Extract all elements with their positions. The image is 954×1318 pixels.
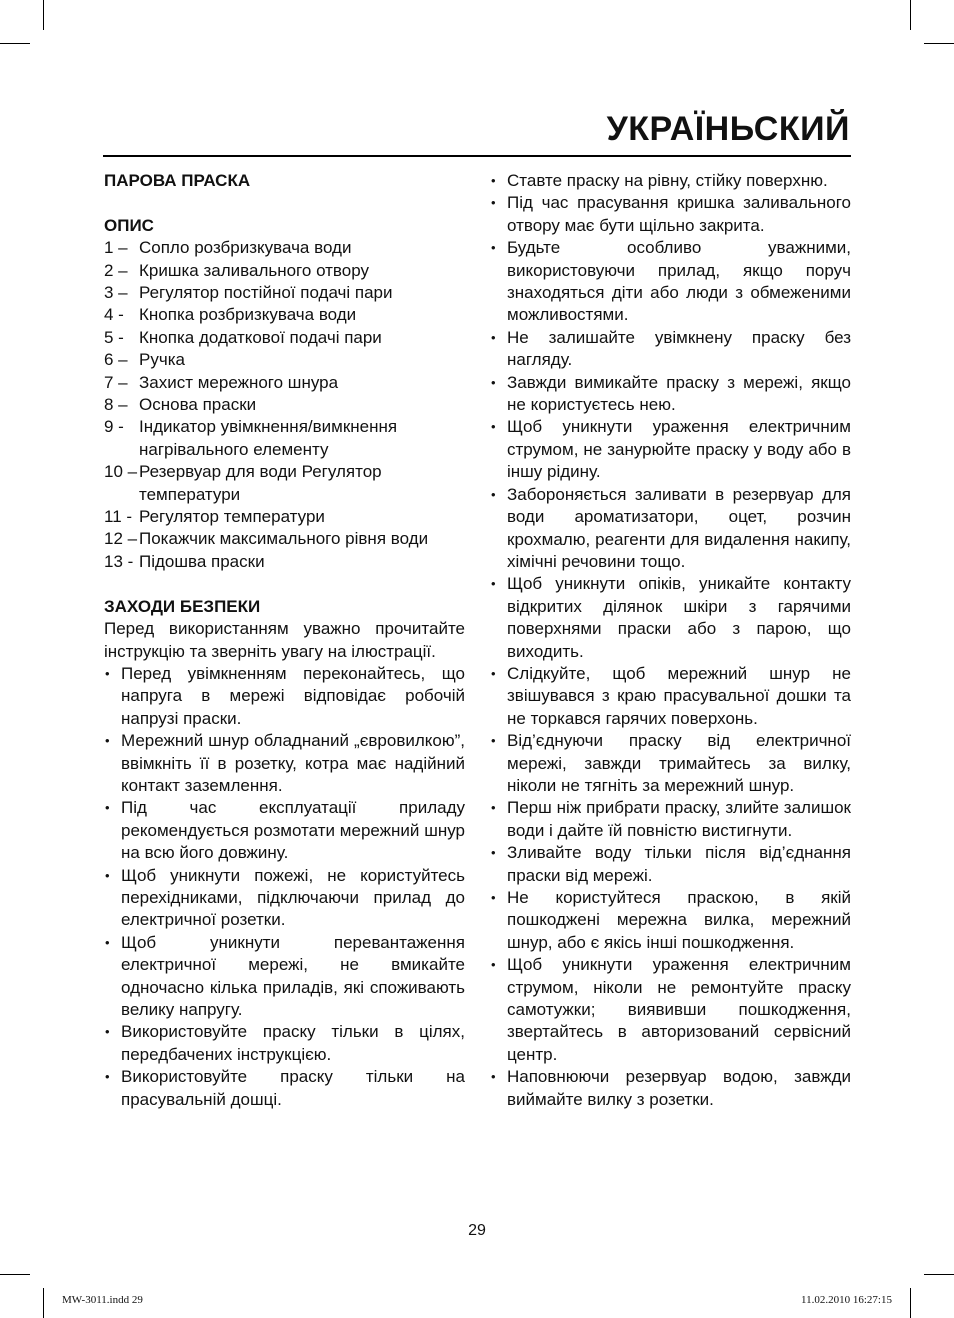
description-item	[104, 506, 465, 528]
crop-mark-bottom-right-h	[924, 1274, 954, 1275]
item-number: 11 -	[104, 507, 133, 527]
description-item	[104, 528, 465, 550]
description-item	[104, 551, 465, 573]
item-text: Підошва праски	[139, 551, 265, 571]
bullet-item: • Не користуйтеся праскою, в якій пошкоджені мережна вилка, мережний шнур, або є якісь інші пошкодження.	[490, 887, 851, 954]
item-text: Кнопка додаткової подачі пари	[139, 327, 382, 347]
crop-mark-top-left-h	[0, 43, 30, 44]
item-text: Покажчик максимального рівня води	[139, 529, 429, 549]
item-text: Регулятор температури	[139, 507, 325, 527]
print-timestamp: 11.02.2010 16:27:15	[801, 1294, 892, 1306]
crop-mark-bottom-left-v	[43, 1288, 44, 1318]
item-text: Регулятор постійної подачі пари	[139, 283, 393, 303]
crop-mark-top-left-v	[43, 0, 44, 30]
bullet-item: • Наповнюючи резервуар водою, завжди виймайте вилку з розетки.	[490, 1066, 851, 1111]
file-label: MW-3011.indd 29	[62, 1294, 143, 1306]
bullet-item: • Ставте праску на рівну, стійку поверхню.	[490, 170, 851, 192]
item-text: Основа праски	[139, 395, 257, 415]
left-column	[104, 170, 465, 1111]
bullet-item: • Забороняється заливати в резервуар для води ароматизатори, оцет, розчин крохмалю, реагенти для видалення накипу, хімічні речовини тощо.	[490, 484, 851, 574]
description-item	[104, 394, 465, 416]
safety-bullets-left	[104, 663, 465, 1111]
bullet-item: • Щоб уникнути ураження електричним струмом, не занурюйте праску у воду або в іншу рідину.	[490, 416, 851, 483]
crop-mark-top-right-h	[924, 43, 954, 44]
description-list	[104, 237, 465, 573]
safety-bullets-right	[490, 170, 851, 1111]
item-number: 2 –	[104, 260, 128, 280]
item-number: 13 -	[104, 551, 134, 571]
bullet-item: • Під час експлуатації приладу рекомендується розмотати мережний шнур на всю його довжину.	[104, 797, 465, 864]
item-number: 10 –	[104, 462, 138, 482]
bullet-item: • Щоб уникнути пожежі, не користуйтесь перехідниками, підключаючи прилад до електричної розетки.	[104, 865, 465, 932]
bullet-item: • Перш ніж прибрати праску, злийте залишок води і дайте їй повністю вистигнути.	[490, 797, 851, 842]
item-text: Резервуар для води Регулятор температури	[139, 462, 382, 504]
item-text: Сопло розбризкувача води	[139, 238, 352, 258]
item-text: Кришка заливального отвору	[139, 260, 369, 280]
bullet-item: • Використовуйте праску тільки в цілях, передбачених інструкцією.	[104, 1021, 465, 1066]
description-item	[104, 282, 465, 304]
right-column	[490, 170, 851, 1111]
bullet-item: • Слідкуйте, щоб мережний шнур не звішувався з краю прасувальної дошки та не торкався гарячих поверхонь.	[490, 663, 851, 730]
bullet-item: • Під час прасування кришка заливального отвору має бути щільно закрита.	[490, 192, 851, 237]
bullet-item: • Щоб уникнути опіків, уникайте контакту відкритих ділянок шкіри з гарячими поверхнями праски або з парою, що виходить.	[490, 573, 851, 663]
description-item	[104, 416, 465, 461]
item-text: Кнопка розбризкувача води	[139, 305, 357, 325]
item-number: 6 –	[104, 350, 128, 370]
item-number: 4 -	[104, 305, 124, 325]
bullet-item: • Від’єднуючи праску від електричної мережі, завжди тримайтесь за вилку, ніколи не тягніть за мережний шнур.	[490, 730, 851, 797]
description-item	[104, 304, 465, 326]
item-number: 12 –	[104, 529, 138, 549]
bullet-item: • Щоб уникнути ураження електричним струмом, ніколи не ремонтуйте праску самотужки; виявивши пошкодження, звертайтесь в авторизований сервісний центр.	[490, 954, 851, 1066]
item-text: Індикатор увімкнення/вимкнення нагрівального елементу	[139, 417, 398, 459]
language-title: УКРАЇНЬСКИЙ	[606, 110, 850, 148]
description-item	[104, 237, 465, 259]
bullet-item: • Мережний шнур обладнаний „євровилкою”, ввімкніть її в розетку, котра має надійний контакт заземлення.	[104, 730, 465, 797]
header-rule	[103, 155, 851, 157]
item-number: 7 –	[104, 372, 128, 392]
description-item	[104, 372, 465, 394]
product-heading: ПАРОВА ПРАСКА	[104, 171, 251, 190]
bullet-item: • Перед увімкненням переконайтесь, що напруга в мережі відповідає робочій напрузі праски.	[104, 663, 465, 730]
safety-heading: ЗАХОДИ БЕЗПЕКИ	[104, 596, 261, 616]
page-number: 29	[468, 1222, 486, 1239]
description-item	[104, 349, 465, 371]
description-item	[104, 461, 465, 506]
item-text: Ручка	[139, 350, 185, 370]
bullet-item: • Будьте особливо уважними, використовуючи прилад, якщо поруч знаходяться діти або люди з обмеженими можливостями.	[490, 237, 851, 327]
crop-mark-bottom-right-v	[910, 1288, 911, 1318]
safety-intro: Перед використанням уважно прочитайте інструкцію та зверніть увагу на ілюстрації.	[104, 619, 465, 661]
item-number: 5 -	[104, 327, 124, 347]
bullet-item: • Щоб уникнути перевантаження електричної мережі, не вмикайте одночасно кілька приладів, які споживають велику напругу.	[104, 932, 465, 1022]
crop-mark-bottom-left-h	[0, 1274, 30, 1275]
description-heading: ОПИС	[104, 215, 154, 235]
item-number: 3 –	[104, 283, 128, 303]
item-number: 9 -	[104, 417, 124, 437]
bullet-item: • Використовуйте праску тільки на прасувальній дошці.	[104, 1066, 465, 1111]
bullet-item: • Зливайте воду тільки після від’єднання праски від мережі.	[490, 842, 851, 887]
crop-mark-top-right-v	[910, 0, 911, 30]
item-text: Захист мережного шнура	[139, 372, 339, 392]
description-item	[104, 260, 465, 282]
bullet-item: • Завжди вимикайте праску з мережі, якщо не користуєтесь нею.	[490, 372, 851, 417]
item-number: 8 –	[104, 395, 128, 415]
item-number: 1 –	[104, 238, 128, 258]
description-item	[104, 327, 465, 349]
bullet-item: • Не залишайте увімкнену праску без нагляду.	[490, 327, 851, 372]
